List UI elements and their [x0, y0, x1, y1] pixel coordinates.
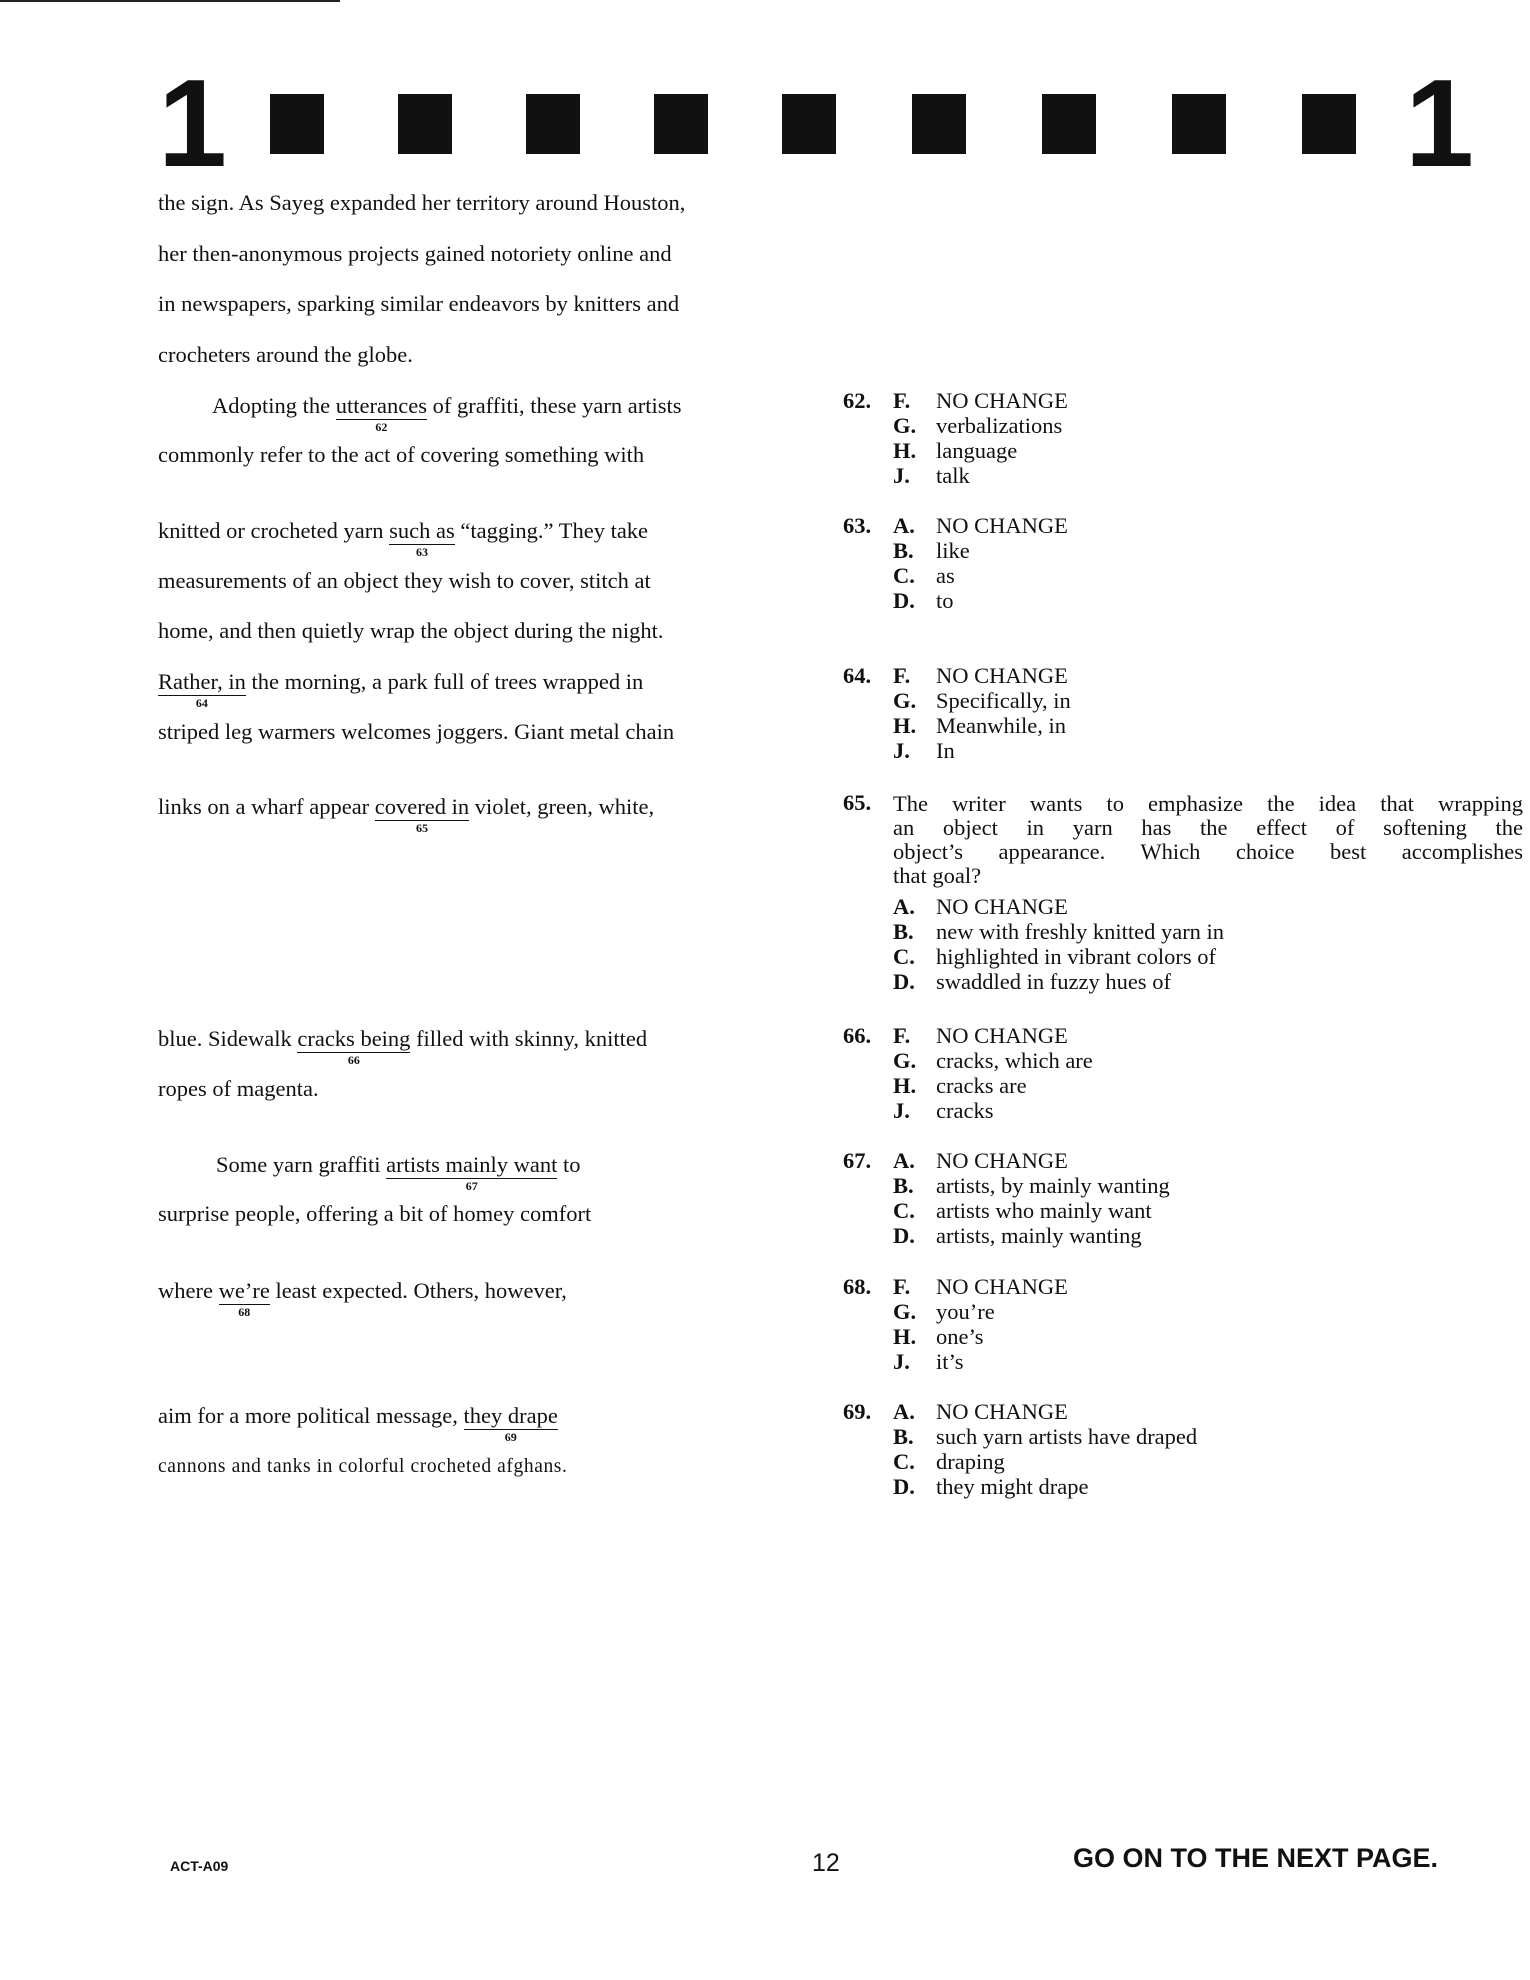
passage-text: the morning, a park full of trees wrapped in	[245, 669, 644, 694]
answer-letter: J.	[893, 463, 910, 488]
answer-choice: NO CHANGE	[936, 663, 1068, 688]
question-number: 68.	[843, 1274, 872, 1299]
answer-letter: B.	[893, 919, 914, 944]
answer-choice: artists, by mainly wanting	[936, 1173, 1170, 1198]
answer-choice: verbalizations	[936, 413, 1063, 438]
underlined-text: cracks being	[297, 1026, 411, 1051]
answer-letter: C.	[893, 1449, 915, 1474]
passage-text: measurements of an object they wish to cover, stitch at	[158, 568, 651, 593]
answer-letter: H.	[893, 713, 917, 738]
question-reference-number: 63	[415, 544, 428, 559]
answer-choice: Meanwhile, in	[936, 713, 1066, 738]
answer-choice: cracks are	[936, 1073, 1027, 1098]
page-number: 12	[812, 1849, 840, 1877]
passage-line	[158, 1403, 558, 1444]
answer-letter: B.	[893, 1173, 914, 1198]
answer-letter: A.	[893, 1148, 915, 1173]
underlined-text: they drape	[463, 1403, 558, 1428]
passage-line	[158, 1026, 648, 1067]
answer-choice: language	[936, 438, 1018, 463]
question-number: 65.	[843, 790, 872, 815]
answer-letter: D.	[893, 1474, 915, 1499]
question-stem-line: an object in yarn has the effect of softening the	[893, 815, 1523, 840]
passage-text: Some yarn graffiti	[216, 1152, 387, 1177]
question-reference-number: 65	[415, 820, 428, 835]
header-block	[782, 94, 836, 154]
answer-choice: NO CHANGE	[936, 388, 1068, 413]
passage-text: blue. Sidewalk	[158, 1026, 298, 1051]
underlined-portion-62	[335, 393, 427, 434]
answer-choice: artists, mainly wanting	[936, 1223, 1142, 1248]
passage-line	[212, 393, 682, 434]
top-rule	[0, 0, 340, 2]
passage-line	[158, 293, 679, 316]
passage-text: to	[557, 1152, 581, 1177]
question-number: 67.	[843, 1148, 872, 1173]
underlined-text: utterances	[335, 393, 427, 418]
underlined-portion-68	[218, 1278, 270, 1319]
answer-letter: H.	[893, 1324, 917, 1349]
question-number: 64.	[843, 663, 872, 688]
answer-letter: J.	[893, 1098, 910, 1123]
question-stem-line: The writer wants to emphasize the idea that wrapping	[893, 791, 1523, 816]
passage-text: links on a wharf appear	[158, 794, 375, 819]
answer-letter: A.	[893, 894, 915, 919]
passage-text: aim for a more political message,	[158, 1403, 464, 1428]
passage-line	[158, 721, 674, 744]
passage-text: knitted or crocheted yarn	[158, 518, 390, 543]
passage-line	[158, 1078, 319, 1101]
answer-choice: NO CHANGE	[936, 894, 1068, 919]
answer-choice: like	[936, 538, 970, 563]
answer-choice: NO CHANGE	[936, 1274, 1068, 1299]
passage-line	[158, 243, 672, 266]
header-block	[912, 94, 966, 154]
passage-text: crocheters around the globe.	[158, 342, 413, 367]
header-block	[398, 94, 452, 154]
passage-text: filled with skinny, knitted	[410, 1026, 648, 1051]
question-reference-number: 69	[504, 1429, 517, 1444]
answer-choice: NO CHANGE	[936, 1148, 1068, 1173]
question-reference-number: 66	[347, 1052, 360, 1067]
answer-choice: to	[936, 588, 954, 613]
answer-choice: they might drape	[936, 1474, 1089, 1499]
passage-line	[158, 1203, 591, 1226]
question-number: 63.	[843, 513, 872, 538]
underlined-text: we’re	[218, 1278, 270, 1303]
answer-letter: G.	[893, 413, 917, 438]
answer-choice: draping	[936, 1449, 1005, 1474]
passage-line	[158, 620, 664, 643]
question-number: 62.	[843, 388, 872, 413]
answer-letter: G.	[893, 1299, 917, 1324]
passage-line	[158, 669, 644, 710]
answer-letter: F.	[893, 388, 911, 413]
passage-line	[158, 1278, 567, 1319]
passage-line	[216, 1152, 581, 1193]
passage-text: cannons and tanks in colorful crocheted afghans.	[158, 1456, 568, 1477]
passage-text: of graffiti, these yarn artists	[426, 393, 682, 418]
passage-text: “tagging.” They take	[454, 518, 649, 543]
underlined-portion-69	[463, 1403, 558, 1444]
answer-letter: H.	[893, 1073, 917, 1098]
underlined-text: covered in	[374, 794, 470, 819]
answer-letter: F.	[893, 1274, 911, 1299]
answer-choice: highlighted in vibrant colors of	[936, 944, 1216, 969]
question-number: 69.	[843, 1399, 872, 1424]
answer-letter: B.	[893, 1424, 914, 1449]
answer-choice: it’s	[936, 1349, 964, 1374]
header-block	[526, 94, 580, 154]
answer-choice: as	[936, 563, 955, 588]
answer-letter: C.	[893, 944, 915, 969]
header-block	[1042, 94, 1096, 154]
header-block	[654, 94, 708, 154]
section-number-right: 1	[1405, 55, 1474, 193]
passage-line	[158, 794, 655, 835]
passage-line	[158, 192, 685, 215]
answer-choice: Specifically, in	[936, 688, 1071, 713]
answer-letter: A.	[893, 513, 915, 538]
passage-text: in newspapers, sparking similar endeavors by knitters and	[158, 291, 680, 316]
passage-text: striped leg warmers welcomes joggers. Giant metal chain	[158, 719, 675, 744]
question-stem-line: that goal?	[893, 863, 982, 888]
answer-choice: artists who mainly want	[936, 1198, 1152, 1223]
header-block	[1302, 94, 1356, 154]
answer-letter: D.	[893, 1223, 915, 1248]
underlined-portion-64	[158, 669, 246, 710]
answer-choice: In	[936, 738, 955, 763]
header-block	[270, 94, 324, 154]
passage-text: ropes of magenta.	[158, 1076, 319, 1101]
answer-letter: G.	[893, 1048, 917, 1073]
answer-choice: cracks	[936, 1098, 994, 1123]
underlined-text: artists mainly want	[386, 1152, 558, 1177]
underlined-text: such as	[389, 518, 455, 543]
question-number: 66.	[843, 1023, 872, 1048]
form-code: ACT-A09	[170, 1858, 229, 1874]
answer-letter: C.	[893, 563, 915, 588]
passage-text: her then-anonymous projects gained notoriety online and	[158, 241, 672, 266]
answer-choice: you’re	[936, 1299, 995, 1324]
go-on-instruction: GO ON TO THE NEXT PAGE.	[1073, 1843, 1439, 1873]
question-reference-number: 68	[238, 1304, 251, 1319]
answer-letter: J.	[893, 1349, 910, 1374]
answer-choice: swaddled in fuzzy hues of	[936, 969, 1171, 994]
question-reference-number: 67	[465, 1178, 478, 1193]
underlined-portion-65	[374, 794, 470, 835]
answer-letter: D.	[893, 969, 915, 994]
answer-letter: G.	[893, 688, 917, 713]
question-stem-line: object’s appearance. Which choice best accomplishes	[893, 839, 1523, 864]
passage-line	[158, 344, 413, 367]
answer-choice: cracks, which are	[936, 1048, 1093, 1073]
passage-text: Adopting the	[212, 393, 336, 418]
answer-letter: F.	[893, 1023, 911, 1048]
question-reference-number: 62	[375, 419, 388, 434]
passage-text: commonly refer to the act of covering something with	[158, 442, 645, 467]
answer-choice: talk	[936, 463, 970, 488]
answer-letter: H.	[893, 438, 917, 463]
passage-line	[158, 570, 651, 593]
answer-choice: one’s	[936, 1324, 984, 1349]
answer-choice: such yarn artists have draped	[936, 1424, 1198, 1449]
section-number-left: 1	[158, 55, 227, 193]
answer-letter: F.	[893, 663, 911, 688]
underlined-portion-63	[389, 518, 455, 559]
passage-text: violet, green, white,	[469, 794, 655, 819]
answer-letter: J.	[893, 738, 910, 763]
answer-letter: A.	[893, 1399, 915, 1424]
passage-line	[158, 518, 649, 559]
passage-line	[158, 444, 644, 467]
underlined-portion-66	[297, 1026, 411, 1067]
passage-text: home, and then quietly wrap the object during the night.	[158, 618, 664, 643]
passage-text: where	[158, 1278, 219, 1303]
answer-choice: new with freshly knitted yarn in	[936, 919, 1225, 944]
answer-letter: B.	[893, 538, 914, 563]
answer-letter: D.	[893, 588, 915, 613]
question-reference-number: 64	[195, 695, 208, 710]
header-block	[1172, 94, 1226, 154]
answer-choice: NO CHANGE	[936, 513, 1068, 538]
answer-letter: C.	[893, 1198, 915, 1223]
passage-text: the sign. As Sayeg expanded her territory around Houston,	[158, 190, 686, 215]
passage-line	[158, 1457, 567, 1477]
passage-text: surprise people, offering a bit of homey comfort	[158, 1201, 592, 1226]
answer-choice: NO CHANGE	[936, 1399, 1068, 1424]
passage-text: least expected. Others, however,	[269, 1278, 567, 1303]
underlined-text: Rather, in	[158, 669, 246, 694]
answer-choice: NO CHANGE	[936, 1023, 1068, 1048]
underlined-portion-67	[386, 1152, 558, 1193]
